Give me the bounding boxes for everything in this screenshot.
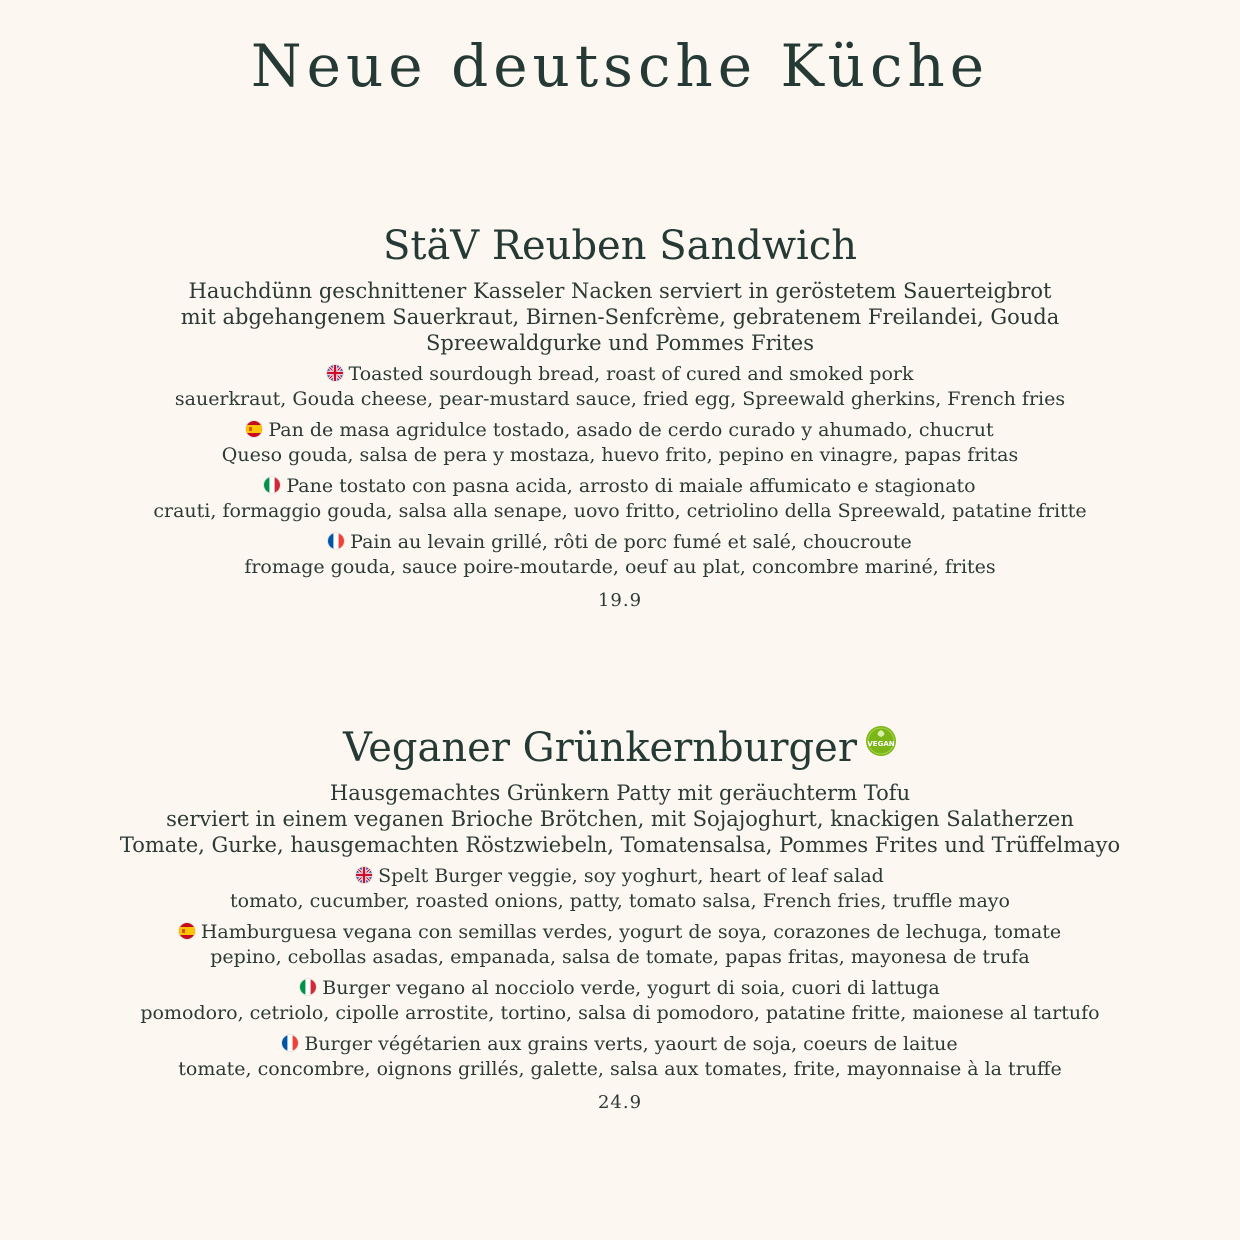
translation-line: Toasted sourdough bread, roast of cured and smoked pork <box>348 363 914 385</box>
vegan-badge-icon <box>865 720 897 768</box>
translation-english <box>0 362 1240 412</box>
translation-spanish <box>0 920 1240 970</box>
description-line: Tomate, Gurke, hausgemachten Röstzwiebeln, Tomatensalsa, Pommes Frites und Trüffelmayo <box>119 833 1121 857</box>
description-line: mit abgehangenem Sauerkraut, Birnen-Senfcrème, gebratenem Freilandei, Gouda <box>180 305 1060 329</box>
translation-line: fromage gouda, sauce poire-moutarde, oeuf au plat, concombre mariné, frites <box>244 556 996 578</box>
dish-vegan-burger <box>0 720 1240 1113</box>
translation-italian <box>0 976 1240 1026</box>
translation-english <box>0 864 1240 914</box>
spain-flag-icon <box>246 421 262 437</box>
description-line: serviert in einem veganen Brioche Brötchen, mit Sojajoghurt, knackigen Salatherzen <box>166 807 1074 831</box>
translation-spanish <box>0 418 1240 468</box>
vegan-badge-text: VEGAN <box>867 740 895 748</box>
france-flag-icon <box>328 533 344 549</box>
france-flag-icon <box>282 1035 298 1051</box>
translation-line: tomate, concombre, oignons grillés, galette, salsa aux tomates, frite, mayonnaise à la truffe <box>178 1058 1062 1080</box>
translation-line: tomato, cucumber, roasted onions, patty, tomato salsa, French fries, truffle mayo <box>230 890 1010 912</box>
translation-french <box>0 1032 1240 1082</box>
dish-reuben-sandwich <box>0 222 1240 611</box>
dish-description-german <box>0 780 1240 858</box>
italy-flag-icon <box>264 477 280 493</box>
translation-line: crauti, formaggio gouda, salsa alla senape, uovo fritto, cetriolino della Spreewald, patatine fritte <box>153 500 1087 522</box>
page-title: Neue deutsche Küche <box>250 32 990 100</box>
translation-italian <box>0 474 1240 524</box>
translation-line: Pan de masa agridulce tostado, asado de cerdo curado y ahumado, chucrut <box>268 419 994 441</box>
dish-name: StäV Reuben Sandwich <box>382 223 858 269</box>
description-line: Hausgemachtes Grünkern Patty mit geräuchterm Tofu <box>329 781 911 805</box>
translation-french <box>0 530 1240 580</box>
translation-line: Burger vegano al nocciolo verde, yogurt di soia, cuori di lattuga <box>322 977 940 999</box>
description-line: Spreewaldgurke und Pommes Frites <box>426 331 814 355</box>
uk-flag-icon <box>327 365 343 381</box>
translation-line: pomodoro, cetriolo, cipolle arrostite, tortino, salsa di pomodoro, patatine fritte, maionese al tartufo <box>140 1002 1100 1024</box>
translation-line: Pain au levain grillé, rôti de porc fumé et salé, choucroute <box>350 531 912 553</box>
description-line: Hauchdünn geschnittener Kasseler Nacken serviert in geröstetem Sauerteigbrot <box>188 279 1052 303</box>
uk-flag-icon <box>356 867 372 883</box>
dish-price: 24.9 <box>597 1092 643 1113</box>
translation-line: Pane tostato con pasna acida, arrosto di maiale affumicato e stagionato <box>286 475 976 497</box>
dish-description-german <box>0 278 1240 356</box>
spain-flag-icon <box>179 923 195 939</box>
translation-line: Spelt Burger veggie, soy yoghurt, heart of leaf salad <box>378 865 884 887</box>
dish-price: 19.9 <box>597 590 643 611</box>
translation-line: Burger végétarien aux grains verts, yaourt de soja, coeurs de laitue <box>304 1033 958 1055</box>
translation-line: Queso gouda, salsa de pera y mostaza, huevo frito, pepino en vinagre, papas fritas <box>221 444 1019 466</box>
translation-line: sauerkraut, Gouda cheese, pear-mustard sauce, fried egg, Spreewald gherkins, French fries <box>174 388 1066 410</box>
translation-line: Hamburguesa vegana con semillas verdes, yogurt de soya, corazones de lechuga, tomate <box>200 921 1062 943</box>
italy-flag-icon <box>300 979 316 995</box>
translation-line: pepino, cebollas asadas, empanada, salsa de tomate, papas fritas, mayonesa de trufa <box>210 946 1030 968</box>
dish-name: Veganer Grünkernburger VEGAN <box>0 720 1240 772</box>
